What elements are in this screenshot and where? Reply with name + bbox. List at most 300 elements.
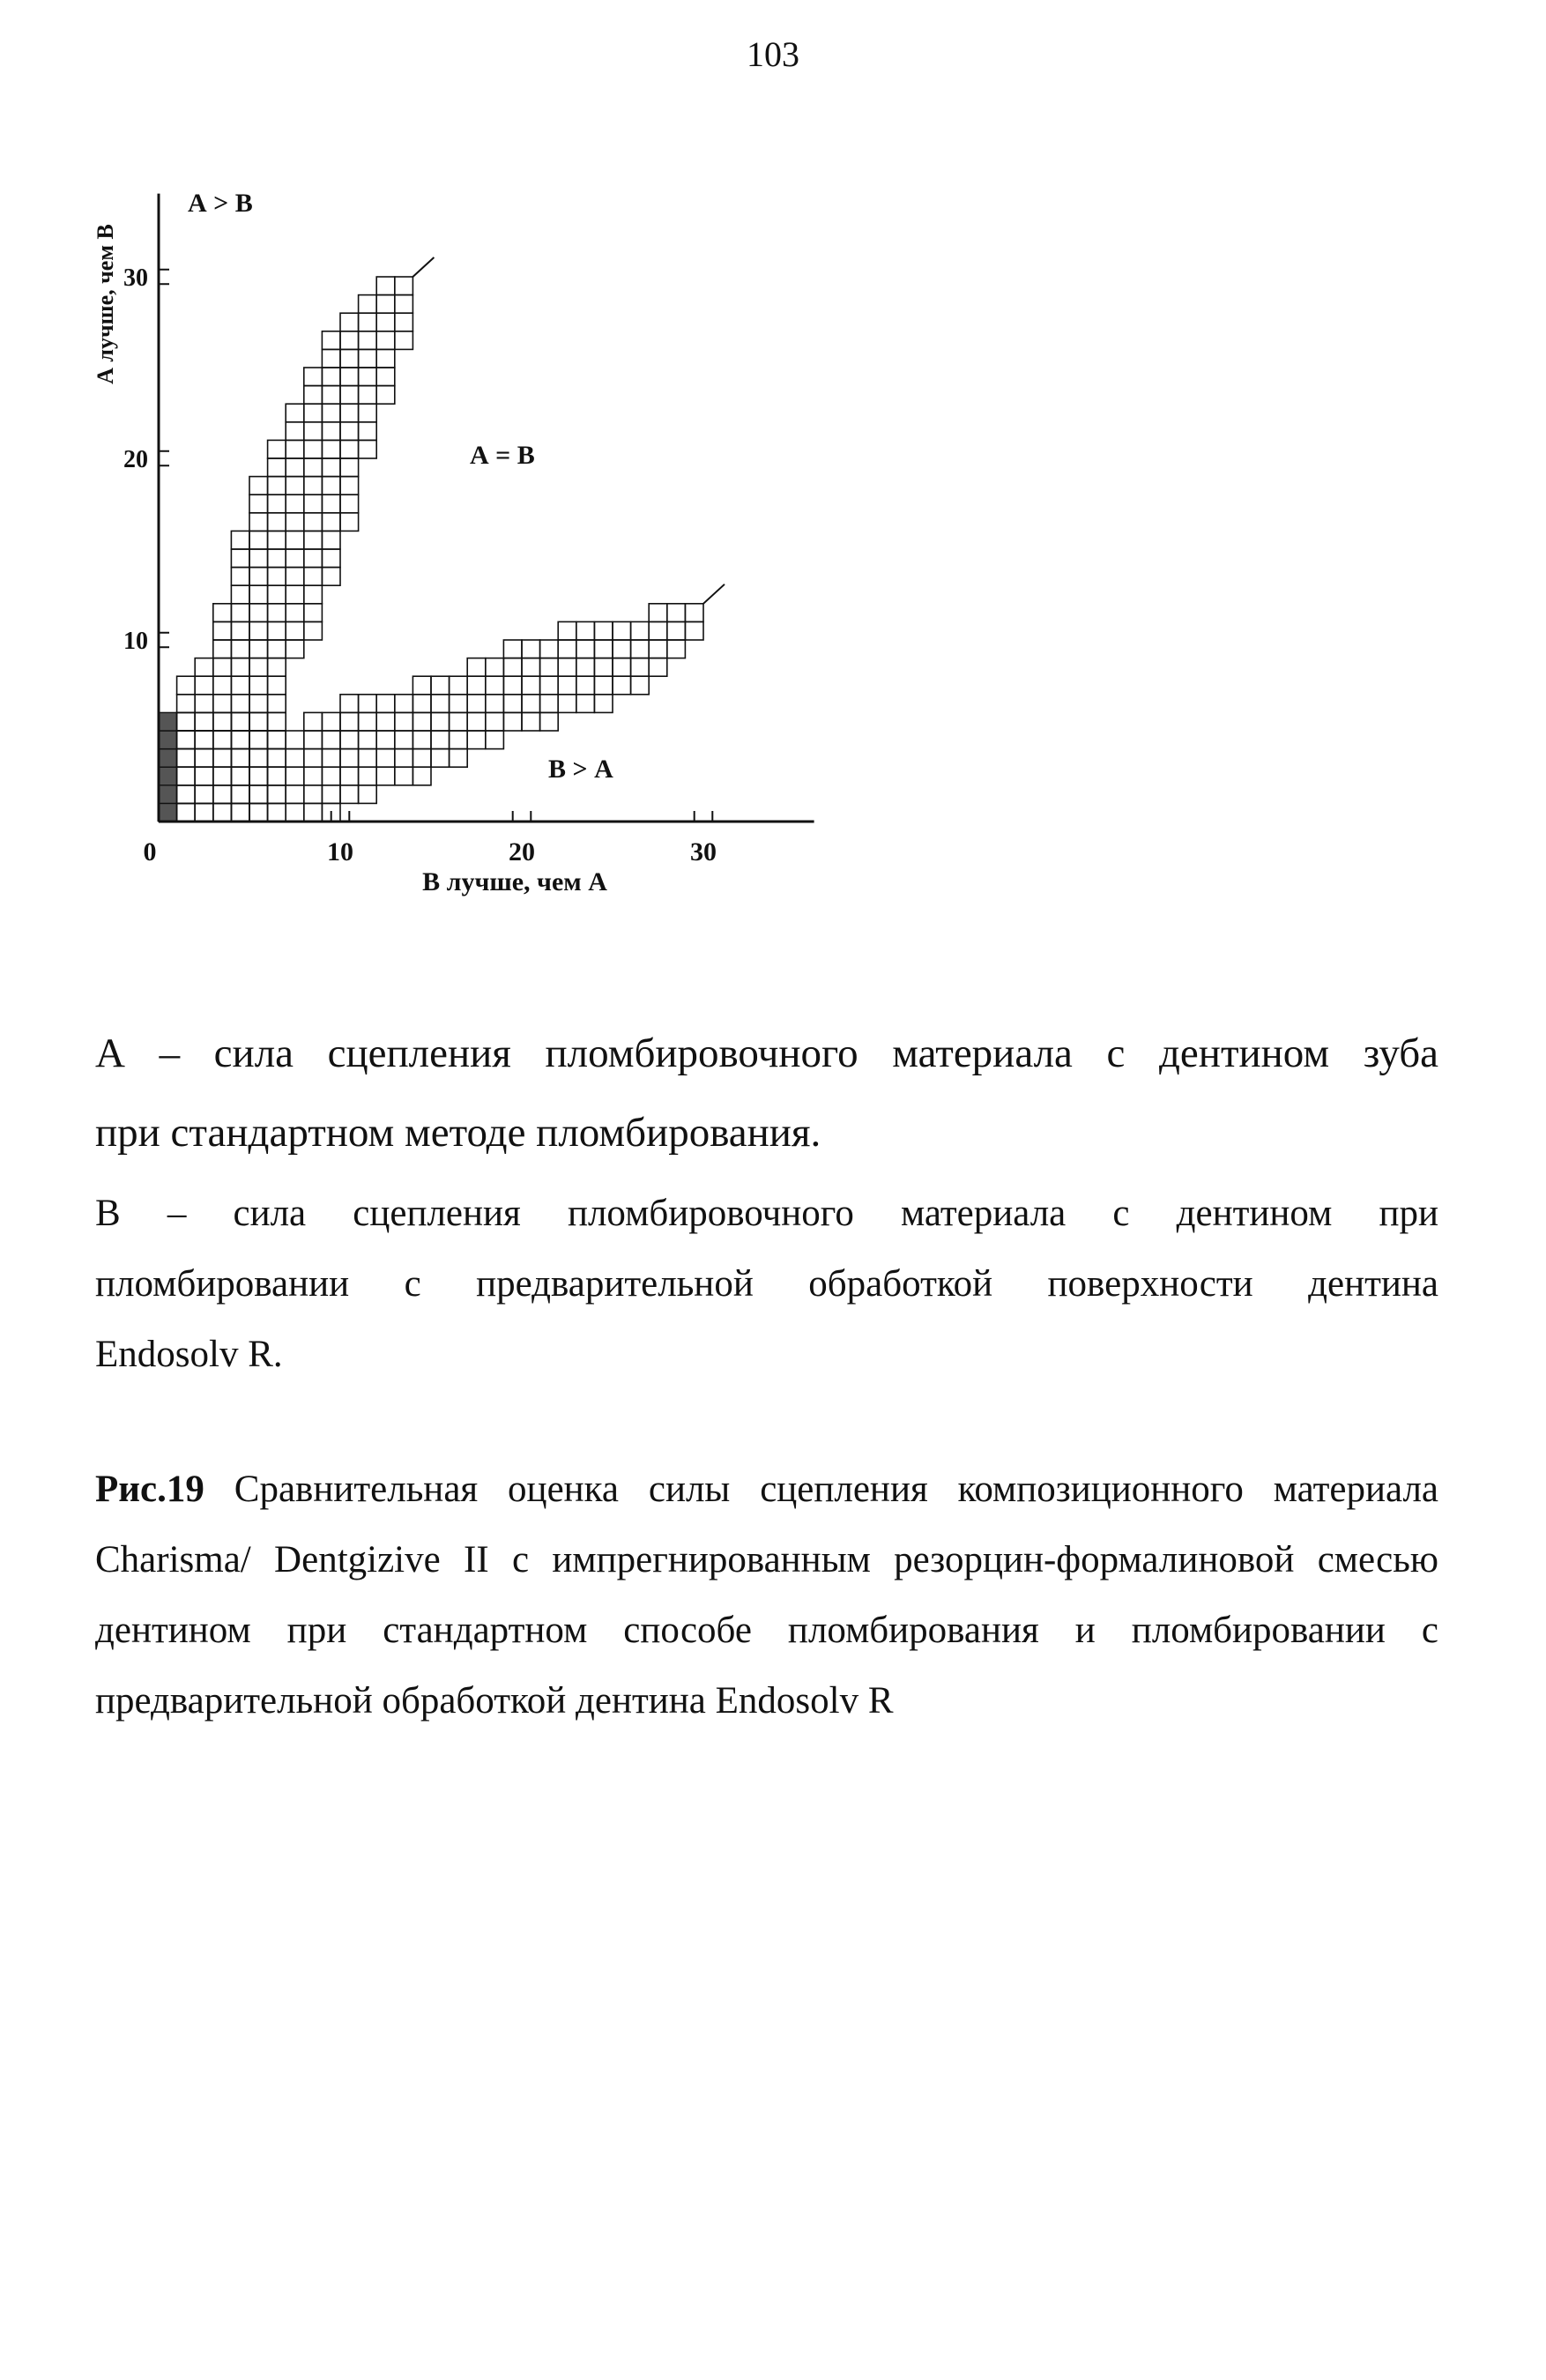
lower-boundary-cell	[195, 749, 213, 768]
upper-boundary-cell	[177, 712, 196, 731]
upper-boundary-cell	[177, 803, 196, 822]
lower-boundary-cell	[359, 785, 377, 804]
upper-boundary-cell	[359, 386, 377, 405]
upper-boundary-cell	[340, 404, 359, 422]
upper-boundary-cell	[322, 368, 340, 386]
upper-boundary-cell	[304, 440, 323, 458]
lower-boundary-cell	[450, 695, 468, 713]
lower-boundary-cell	[522, 676, 540, 695]
lower-boundary-cell	[667, 640, 686, 658]
lower-boundary-cell	[286, 749, 304, 768]
caption-line-1-text: Сравнительная оценка силы сцепления композиционного материала	[204, 1469, 1438, 1510]
lower-boundary-cell	[667, 604, 686, 622]
upper-boundary-cell	[249, 568, 268, 586]
upper-boundary-cell	[359, 422, 377, 441]
lower-boundary-cell	[304, 731, 323, 749]
upper-boundary-cell	[268, 477, 286, 495]
upper-boundary-cell	[395, 331, 413, 350]
lower-boundary-cell	[340, 767, 359, 785]
upper-boundary-cell	[286, 513, 304, 532]
upper-boundary-cell	[322, 513, 340, 532]
lower-boundary-cell	[522, 658, 540, 677]
region-label-equal: А = В	[470, 441, 535, 470]
legend-b-line-3: Endosolv R.	[95, 1334, 283, 1375]
upper-boundary-cell	[286, 640, 304, 658]
shaded-column	[159, 712, 177, 822]
upper-boundary-cell	[322, 495, 340, 513]
lower-boundary-cell	[413, 712, 431, 731]
upper-boundary-cell	[340, 386, 359, 405]
upper-boundary-cell	[268, 549, 286, 568]
upper-boundary-cell	[268, 676, 286, 695]
upper-boundary-cell	[304, 568, 323, 586]
lower-boundary-cell	[486, 712, 504, 731]
upper-boundary-cell	[286, 585, 304, 604]
lower-boundary-continuation	[703, 584, 725, 604]
upper-boundary-cell	[177, 731, 196, 749]
upper-boundary-cell	[322, 477, 340, 495]
upper-boundary-cell	[231, 803, 249, 822]
lower-boundary-cell	[631, 676, 650, 695]
lower-boundary-cell	[486, 695, 504, 713]
upper-boundary-cell	[231, 531, 249, 549]
upper-boundary-cell	[286, 477, 304, 495]
upper-boundary-cell	[231, 731, 249, 749]
upper-boundary-cell	[322, 386, 340, 405]
lower-boundary-cell	[395, 749, 413, 768]
upper-boundary-cell	[376, 313, 395, 331]
lower-boundary-cell	[594, 640, 613, 658]
lower-boundary-cell	[540, 695, 559, 713]
upper-boundary-cell	[177, 749, 196, 768]
upper-boundary-cell	[231, 621, 249, 640]
figure-caption	[95, 1454, 1438, 1737]
upper-boundary-cell	[322, 331, 340, 350]
lower-boundary-cell	[231, 803, 249, 822]
upper-boundary-cell	[340, 440, 359, 458]
upper-boundary-cell	[395, 277, 413, 295]
lower-boundary-cell	[431, 712, 450, 731]
upper-boundary-cell	[268, 458, 286, 477]
lower-boundary-cell	[540, 676, 559, 695]
region-label-b-better: В > А	[548, 755, 613, 784]
legend-b-definition	[95, 1179, 1438, 1390]
upper-boundary-cell	[359, 313, 377, 331]
upper-boundary-cell	[195, 676, 213, 695]
lower-boundary-cell	[359, 695, 377, 713]
lower-boundary-cell	[304, 785, 323, 804]
lower-boundary-cell	[540, 658, 559, 677]
upper-boundary-cell	[286, 531, 304, 549]
lower-boundary-cell	[177, 785, 196, 804]
lower-boundary-cell	[213, 749, 232, 768]
lower-boundary-cell	[685, 604, 703, 622]
lower-boundary-cell	[486, 731, 504, 749]
lower-boundary-cell	[467, 731, 486, 749]
lower-boundary-cell	[195, 712, 213, 731]
lower-boundary-cell	[413, 767, 431, 785]
upper-boundary-cell	[322, 458, 340, 477]
upper-boundary-cell	[268, 767, 286, 785]
upper-boundary-cell	[249, 621, 268, 640]
upper-boundary-cell	[249, 585, 268, 604]
lower-boundary-cell	[340, 731, 359, 749]
lower-boundary-cell	[249, 749, 268, 768]
upper-boundary-cell	[340, 477, 359, 495]
upper-boundary-cell	[304, 513, 323, 532]
lower-boundary-cell	[631, 640, 650, 658]
upper-boundary-cell	[268, 495, 286, 513]
lower-boundary-cell	[268, 749, 286, 768]
upper-boundary-cell	[395, 295, 413, 314]
upper-boundary-cell	[195, 803, 213, 822]
upper-boundary-cell	[286, 568, 304, 586]
lower-boundary-cell	[322, 785, 340, 804]
upper-boundary-cell	[268, 621, 286, 640]
x-tick-label: 0	[143, 837, 157, 866]
upper-boundary-cell	[376, 277, 395, 295]
upper-boundary-cell	[322, 422, 340, 441]
lower-boundary-cell	[376, 695, 395, 713]
upper-boundary-cell	[268, 585, 286, 604]
upper-boundary-cell	[322, 549, 340, 568]
lower-boundary-cell	[231, 731, 249, 749]
upper-boundary-cell	[304, 531, 323, 549]
chart-axes	[159, 194, 814, 822]
region-label-a-better: А > В	[188, 189, 253, 218]
lower-boundary-cell	[649, 604, 667, 622]
lower-boundary-cell	[576, 640, 595, 658]
x-axis-label: В лучше, чем А	[422, 867, 607, 896]
upper-boundary-cell	[304, 477, 323, 495]
caption-line-2: Charisma/ Dentgizive II с импрегнированным резорцин-формалиновой смесью	[95, 1539, 1438, 1580]
upper-boundary-cell	[195, 749, 213, 768]
upper-boundary-cell	[304, 404, 323, 422]
lower-boundary-cell	[431, 676, 450, 695]
upper-boundary-cell	[249, 531, 268, 549]
upper-boundary-cell	[195, 695, 213, 713]
lower-boundary-cell	[304, 749, 323, 768]
lower-boundary-cell	[540, 640, 559, 658]
lower-boundary-cell	[594, 695, 613, 713]
y-axis-label: А лучше, чем В	[93, 224, 118, 384]
lower-boundary-cell	[594, 658, 613, 677]
upper-boundary-cell	[395, 313, 413, 331]
caption-line-3: дентином при стандартном способе пломбирования и пломбировании с	[95, 1610, 1438, 1651]
y-tick-label: 30	[123, 264, 148, 292]
upper-boundary-cell	[249, 803, 268, 822]
lower-boundary-cell	[195, 731, 213, 749]
upper-boundary-cell	[231, 549, 249, 568]
x-tick-label: 30	[690, 837, 717, 866]
lower-boundary-cell	[213, 785, 232, 804]
tick-labels	[123, 264, 717, 866]
upper-boundary-cell	[195, 767, 213, 785]
upper-boundary-cell	[268, 785, 286, 804]
lower-boundary-cell	[249, 785, 268, 804]
lower-boundary-cell	[413, 695, 431, 713]
lower-boundary-cell	[177, 731, 196, 749]
lower-boundary-cell	[359, 749, 377, 768]
upper-boundary-cell	[268, 749, 286, 768]
upper-boundary-cell	[304, 368, 323, 386]
lower-boundary-cell	[613, 676, 631, 695]
upper-boundary-cell	[249, 477, 268, 495]
sign-test-chart	[0, 0, 1546, 934]
upper-boundary-cell	[376, 386, 395, 405]
lower-boundary-cell	[594, 621, 613, 640]
upper-boundary-cell	[268, 731, 286, 749]
upper-boundary-cell	[340, 495, 359, 513]
lower-boundary-cell	[467, 695, 486, 713]
lower-boundary-cell	[558, 621, 576, 640]
lower-boundary-cell	[213, 803, 232, 822]
chart-ticks	[159, 270, 712, 822]
shaded-cell	[159, 731, 177, 749]
upper-boundary-cell	[231, 695, 249, 713]
upper-boundary-cell	[286, 604, 304, 622]
upper-boundary-cell	[268, 658, 286, 677]
lower-boundary-cells	[177, 604, 703, 822]
upper-boundary-cell	[213, 676, 232, 695]
upper-boundary-cell	[268, 568, 286, 586]
caption-line-1	[95, 1454, 1438, 1525]
lower-boundary-cell	[649, 658, 667, 677]
lower-boundary-cell	[576, 658, 595, 677]
upper-boundary-cell	[304, 458, 323, 477]
upper-boundary-cell	[268, 513, 286, 532]
upper-boundary-cell	[249, 749, 268, 768]
lower-boundary-cell	[213, 712, 232, 731]
upper-boundary-cell	[322, 349, 340, 368]
upper-boundary-cell	[359, 349, 377, 368]
lower-boundary-cell	[249, 731, 268, 749]
upper-boundary-cell	[213, 658, 232, 677]
lower-boundary-cell	[177, 749, 196, 768]
lower-boundary-cell	[576, 676, 595, 695]
upper-boundary-cell	[249, 785, 268, 804]
upper-boundary-cell	[177, 695, 196, 713]
lower-boundary-cell	[195, 767, 213, 785]
upper-boundary-cell	[340, 349, 359, 368]
upper-boundary-cell	[376, 295, 395, 314]
lower-boundary-cell	[359, 712, 377, 731]
lower-boundary-cell	[467, 658, 486, 677]
lower-boundary-cell	[503, 695, 522, 713]
lower-boundary-cell	[249, 712, 268, 731]
lower-boundary-cell	[395, 731, 413, 749]
legend-a-line-1: А – сила сцепления пломбировочного материала с дентином зуба	[95, 1030, 1438, 1076]
lower-boundary-cell	[359, 731, 377, 749]
lower-boundary-cell	[231, 767, 249, 785]
upper-boundary-cell	[340, 331, 359, 350]
lower-boundary-cell	[213, 767, 232, 785]
lower-boundary-cell	[667, 621, 686, 640]
lower-boundary-cell	[631, 658, 650, 677]
lower-boundary-cell	[249, 767, 268, 785]
x-tick-label: 10	[327, 837, 353, 866]
upper-boundary-cell	[268, 712, 286, 731]
upper-boundary-cell	[249, 604, 268, 622]
upper-boundary-cell	[249, 513, 268, 532]
upper-boundary-cells	[177, 277, 413, 822]
lower-boundary-cell	[450, 712, 468, 731]
upper-boundary-cell	[195, 712, 213, 731]
lower-boundary-cell	[376, 749, 395, 768]
lower-boundary-cell	[503, 658, 522, 677]
lower-boundary-cell	[286, 767, 304, 785]
upper-boundary-cell	[231, 785, 249, 804]
y-tick-label: 20	[123, 446, 148, 473]
upper-boundary-cell	[213, 767, 232, 785]
upper-boundary-cell	[322, 568, 340, 586]
lower-boundary-cell	[522, 695, 540, 713]
shaded-cell	[159, 767, 177, 785]
x-tick-label: 20	[509, 837, 535, 866]
lower-boundary-cell	[195, 785, 213, 804]
upper-boundary-cell	[213, 712, 232, 731]
upper-boundary-cell	[340, 368, 359, 386]
upper-boundary-cell	[359, 440, 377, 458]
lower-boundary-cell	[649, 621, 667, 640]
shaded-cell	[159, 803, 177, 822]
lower-boundary-cell	[340, 749, 359, 768]
upper-boundary-cell	[304, 422, 323, 441]
upper-boundary-cell	[340, 313, 359, 331]
upper-boundary-cell	[249, 495, 268, 513]
upper-boundary-cell	[177, 767, 196, 785]
lower-boundary-cell	[558, 695, 576, 713]
upper-boundary-cell	[340, 458, 359, 477]
upper-boundary-cell	[359, 368, 377, 386]
lower-boundary-cell	[503, 712, 522, 731]
upper-boundary-cell	[322, 404, 340, 422]
lower-boundary-cell	[503, 640, 522, 658]
lower-boundary-cell	[558, 676, 576, 695]
lower-boundary-cell	[195, 803, 213, 822]
lower-boundary-cell	[558, 640, 576, 658]
lower-boundary-cell	[340, 695, 359, 713]
lower-boundary-cell	[268, 767, 286, 785]
upper-boundary-cell	[359, 295, 377, 314]
caption-lead: Рис.19	[95, 1469, 204, 1510]
lower-boundary-cell	[613, 640, 631, 658]
lower-boundary-cell	[231, 749, 249, 768]
lower-boundary-cell	[540, 712, 559, 731]
upper-boundary-cell	[177, 785, 196, 804]
lower-boundary-cell	[268, 731, 286, 749]
lower-boundary-cell	[395, 712, 413, 731]
caption-line-4: предварительной обработкой дентина Endosolv R	[95, 1680, 894, 1722]
lower-boundary-cell	[177, 712, 196, 731]
upper-boundary-cell	[304, 621, 323, 640]
lower-boundary-cell	[450, 731, 468, 749]
upper-boundary-cell	[213, 785, 232, 804]
upper-boundary-cell	[195, 785, 213, 804]
lower-boundary-cell	[522, 640, 540, 658]
upper-boundary-cell	[213, 731, 232, 749]
lower-boundary-cell	[213, 731, 232, 749]
lower-boundary-cell	[431, 695, 450, 713]
lower-boundary-cell	[304, 767, 323, 785]
upper-boundary-cell	[213, 695, 232, 713]
upper-boundary-cell	[322, 440, 340, 458]
legend-a-line-2: при стандартном методе пломбирования.	[95, 1110, 821, 1156]
upper-boundary-cell	[231, 604, 249, 622]
upper-boundary-cell	[376, 368, 395, 386]
lower-boundary-cell	[340, 785, 359, 804]
shaded-cell	[159, 749, 177, 768]
lower-boundary-cell	[467, 676, 486, 695]
lower-boundary-cell	[685, 621, 703, 640]
lower-boundary-cell	[376, 731, 395, 749]
upper-boundary-cell	[286, 458, 304, 477]
upper-boundary-cell	[286, 440, 304, 458]
upper-boundary-cell	[376, 331, 395, 350]
upper-boundary-cell	[177, 676, 196, 695]
upper-boundary-cell	[340, 513, 359, 532]
lower-boundary-cell	[450, 676, 468, 695]
upper-boundary-cell	[304, 495, 323, 513]
upper-boundary-cell	[286, 495, 304, 513]
upper-boundary-cell	[340, 422, 359, 441]
lower-boundary-cell	[322, 749, 340, 768]
lower-boundary-cell	[286, 803, 304, 822]
upper-boundary-cell	[231, 568, 249, 586]
upper-boundary-cell	[304, 604, 323, 622]
lower-boundary-cell	[177, 767, 196, 785]
lower-boundary-cell	[322, 731, 340, 749]
upper-boundary-cell	[359, 331, 377, 350]
upper-boundary-cell	[195, 658, 213, 677]
upper-boundary-cell	[268, 531, 286, 549]
lower-boundary-cell	[649, 640, 667, 658]
upper-boundary-cell	[304, 386, 323, 405]
upper-boundary-cell	[249, 712, 268, 731]
lower-boundary-cell	[268, 803, 286, 822]
lower-boundary-cell	[450, 749, 468, 768]
lower-boundary-cell	[613, 658, 631, 677]
shaded-cell	[159, 785, 177, 804]
upper-boundary-cell	[249, 767, 268, 785]
upper-boundary-cell	[286, 422, 304, 441]
upper-boundary-cell	[213, 640, 232, 658]
lower-boundary-cell	[322, 712, 340, 731]
lower-boundary-cell	[631, 621, 650, 640]
upper-boundary-cell	[322, 531, 340, 549]
lower-boundary-cell	[231, 712, 249, 731]
lower-boundary-cell	[359, 767, 377, 785]
upper-boundary-cell	[268, 440, 286, 458]
legend-b-line-1: В – сила сцепления пломбировочного материала с дентином при	[95, 1193, 1438, 1234]
upper-boundary-cell	[304, 585, 323, 604]
lower-boundary-cell	[413, 731, 431, 749]
lower-boundary-cell	[594, 676, 613, 695]
upper-boundary-cell	[249, 658, 268, 677]
lower-boundary-cell	[268, 785, 286, 804]
upper-boundary-cell	[213, 621, 232, 640]
upper-boundary-cell	[376, 349, 395, 368]
lower-boundary-cell	[395, 695, 413, 713]
lower-boundary-cell	[322, 767, 340, 785]
upper-boundary-cell	[231, 640, 249, 658]
upper-boundary-cell	[268, 695, 286, 713]
lower-boundary-cell	[431, 731, 450, 749]
lower-boundary-cell	[613, 621, 631, 640]
upper-boundary-cell	[249, 695, 268, 713]
legend-a-definition	[95, 1014, 1438, 1172]
upper-boundary-continuation	[413, 257, 434, 277]
